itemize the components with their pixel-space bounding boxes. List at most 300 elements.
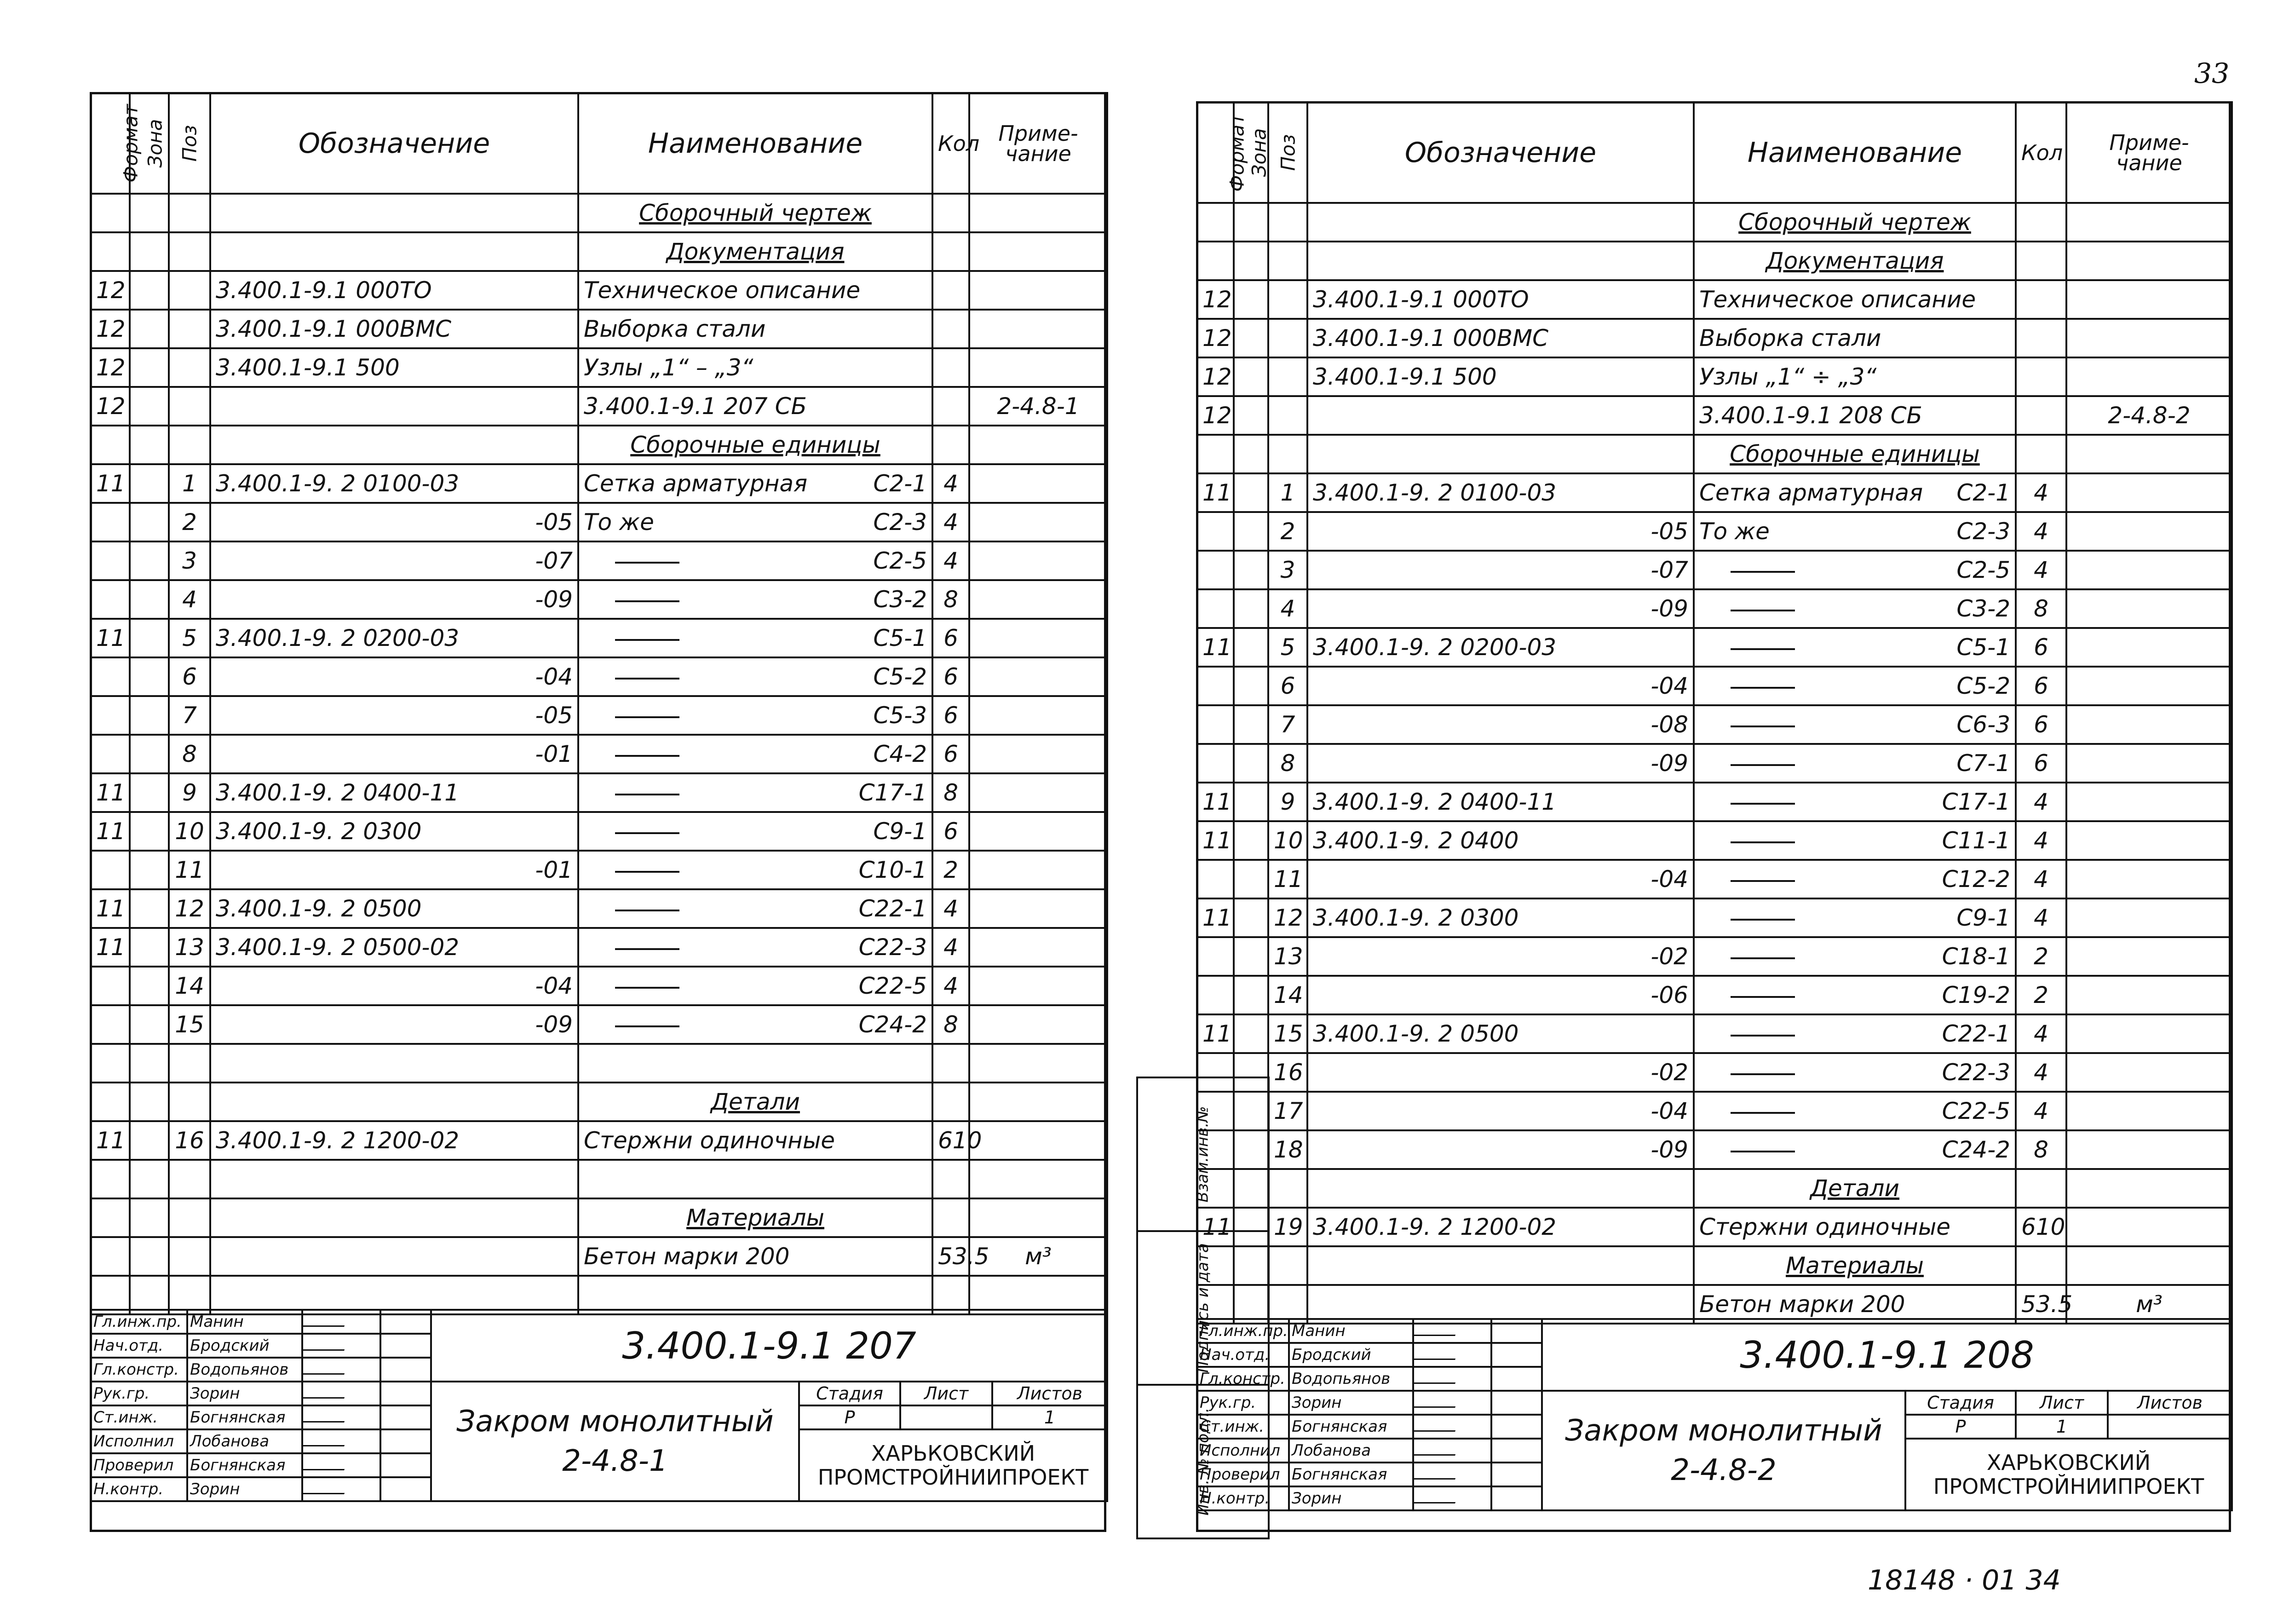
pos-cell: 10	[1268, 821, 1307, 860]
designation-cell: 3.400.1-9. 2 0500	[210, 889, 578, 928]
name-cell	[1694, 473, 2016, 512]
note-cell	[969, 1005, 1107, 1044]
note-cell	[969, 194, 1107, 232]
spec-row	[1197, 357, 2232, 396]
pos-cell: 15	[169, 1005, 210, 1044]
signature	[302, 1477, 380, 1501]
spec-row	[91, 1083, 1107, 1121]
designation-cell: 3.400.1-9. 2 0100-03	[210, 464, 578, 503]
col-pos: Поз	[1268, 102, 1307, 203]
qty-cell: 8	[2016, 589, 2066, 628]
note-cell	[2066, 744, 2232, 783]
format-cell	[91, 735, 130, 773]
name-text: Стержни одиночные	[1699, 1214, 1951, 1240]
signature-mark	[1414, 1467, 1460, 1480]
name-cell	[578, 967, 932, 1005]
name-cell	[578, 503, 932, 541]
designation-cell: 3.400.1-9. 2 0300	[210, 812, 578, 851]
name-cell	[578, 1005, 932, 1044]
pos-cell	[1268, 1169, 1307, 1208]
name-cell	[1694, 1208, 2016, 1246]
zone-cell	[1234, 435, 1268, 473]
pos-cell: 6	[169, 657, 210, 696]
note-cell	[2066, 976, 2232, 1014]
pos-cell: 5	[169, 619, 210, 657]
format-cell	[1197, 1053, 1234, 1092]
ditto-mark	[615, 794, 679, 795]
spec-row	[91, 619, 1107, 657]
mark-text: С5-3	[873, 702, 927, 729]
signature-mark	[303, 1458, 349, 1470]
signature	[1413, 1415, 1491, 1439]
spec-row	[91, 310, 1107, 348]
format-cell	[1197, 860, 1234, 898]
person-role: Исполнил	[91, 1429, 187, 1453]
designation-cell: 3.400.1-9. 2 0400-11	[210, 773, 578, 812]
ditto-mark	[1731, 880, 1795, 882]
sheets-value: 1	[992, 1405, 1107, 1429]
note-cell	[2066, 628, 2232, 667]
qty-cell	[2016, 1169, 2066, 1208]
format-cell: 11	[1197, 898, 1234, 937]
format-cell	[91, 696, 130, 735]
format-cell: 12	[1197, 396, 1234, 435]
designation-cell: -04	[1307, 667, 1694, 705]
note-cell	[969, 1121, 1107, 1160]
qty-cell	[2016, 280, 2066, 319]
name-cell	[1694, 1053, 2016, 1092]
name-text: Стержни одиночные	[584, 1127, 835, 1154]
col-note: Приме- чание	[2066, 102, 2232, 203]
signature-mark	[1414, 1491, 1460, 1503]
name-cell	[578, 889, 932, 928]
pos-cell	[169, 232, 210, 271]
mark-text: С2-5	[873, 547, 927, 574]
qty-cell: 4	[2016, 1053, 2066, 1092]
signature	[1413, 1319, 1491, 1343]
spec-row	[1197, 705, 2232, 744]
person-name: Зорин	[187, 1382, 302, 1405]
pos-cell: 5	[1268, 628, 1307, 667]
pos-cell: 2	[169, 503, 210, 541]
spec-row	[91, 464, 1107, 503]
mark-text: С2-1	[873, 470, 927, 497]
ditto-mark	[1731, 726, 1795, 727]
person-name: Манин	[187, 1310, 302, 1334]
note-cell	[2066, 1130, 2232, 1169]
ditto-mark	[1731, 1151, 1795, 1152]
format-cell	[91, 657, 130, 696]
note-cell	[969, 1198, 1107, 1237]
name-cell: Сборочные единицы	[1694, 435, 2016, 473]
name-text	[584, 702, 683, 729]
pos-cell	[1268, 203, 1307, 242]
spec-row	[1197, 898, 2232, 937]
note-cell	[969, 1160, 1107, 1198]
zone-cell	[130, 657, 169, 696]
name-text	[1699, 1098, 1799, 1124]
name-cell: Сборочные единицы	[578, 426, 932, 464]
designation-cell: -09	[1307, 1130, 1694, 1169]
note-cell	[969, 889, 1107, 928]
zone-cell	[1234, 1130, 1268, 1169]
zone-cell	[130, 696, 169, 735]
qty-cell	[932, 1044, 969, 1083]
name-text	[1699, 711, 1799, 738]
note-cell	[969, 851, 1107, 889]
zone-cell	[1234, 1208, 1268, 1246]
designation-cell	[210, 1160, 578, 1198]
name-text: То же	[1699, 518, 1770, 545]
pos-cell	[1268, 357, 1307, 396]
qty-cell: 4	[2016, 512, 2066, 551]
ditto-mark	[615, 910, 679, 911]
qty-cell	[932, 348, 969, 387]
format-cell	[1197, 551, 1234, 589]
title-block-row	[91, 1382, 1107, 1405]
format-cell	[1197, 242, 1234, 280]
drawing-code: 3.400.1-9.1 208	[1542, 1319, 2232, 1391]
mark-text: С3-2	[873, 586, 927, 613]
person-name: Зорин	[1289, 1391, 1413, 1415]
col-zone: Зона	[1234, 102, 1268, 203]
pos-cell: 11	[1268, 860, 1307, 898]
qty-cell: 4	[2016, 783, 2066, 821]
zone-cell	[1234, 860, 1268, 898]
pos-cell	[169, 426, 210, 464]
pos-cell: 2	[1268, 512, 1307, 551]
name-cell	[1694, 396, 2016, 435]
designation-cell	[210, 194, 578, 232]
note-cell	[2066, 1014, 2232, 1053]
spec-row	[1197, 319, 2232, 357]
person-name: Лобанова	[187, 1429, 302, 1453]
name-cell	[1694, 783, 2016, 821]
name-cell	[578, 773, 932, 812]
designation-cell: -01	[210, 735, 578, 773]
qty-cell: 8	[932, 773, 969, 812]
format-cell	[1197, 512, 1234, 551]
signature-mark	[1414, 1371, 1460, 1384]
signature	[1413, 1463, 1491, 1486]
note-cell	[2066, 242, 2232, 280]
name-cell	[1694, 512, 2016, 551]
spec-row	[91, 232, 1107, 271]
qty-cell: 8	[2016, 1130, 2066, 1169]
name-text	[1699, 750, 1799, 777]
format-cell: 12	[91, 310, 130, 348]
zone-cell	[130, 541, 169, 580]
stage-value: Р	[1905, 1415, 2016, 1439]
qty-cell	[2016, 242, 2066, 280]
spec-row	[91, 1044, 1107, 1083]
pos-cell: 8	[1268, 744, 1307, 783]
note-cell	[2066, 589, 2232, 628]
spec-row	[1197, 1053, 2232, 1092]
name-text: Выборка стали	[1699, 325, 1881, 351]
name-text	[584, 857, 683, 883]
name-text	[584, 779, 683, 806]
name-text: Сетка арматурная	[1699, 479, 1923, 506]
pos-cell: 1	[1268, 473, 1307, 512]
zone-cell	[1234, 319, 1268, 357]
name-cell: Детали	[1694, 1169, 2016, 1208]
date-cell	[380, 1310, 431, 1334]
side-stamp-c: Взам.инв.№	[1193, 1106, 1212, 1203]
spec-row	[91, 851, 1107, 889]
left-title-block	[90, 1309, 1108, 1502]
ditto-mark	[615, 562, 679, 564]
mark-text: С22-3	[858, 934, 927, 961]
qty-cell	[2016, 357, 2066, 396]
signature	[1413, 1367, 1491, 1391]
date-cell	[1491, 1391, 1542, 1415]
person-role: Н.контр.	[1197, 1486, 1289, 1510]
format-cell: 11	[91, 889, 130, 928]
signature-mark	[1414, 1324, 1460, 1336]
note-cell	[2066, 667, 2232, 705]
spec-row	[91, 1121, 1107, 1160]
name-text: 3.400.1-9.1 207 СБ	[584, 393, 807, 420]
zone-cell	[1234, 937, 1268, 976]
note-cell	[2066, 512, 2232, 551]
format-cell: 11	[91, 773, 130, 812]
sheets-label: Листов	[992, 1382, 1107, 1405]
format-cell: 12	[1197, 280, 1234, 319]
name-cell: Материалы	[578, 1198, 932, 1237]
format-cell	[91, 426, 130, 464]
name-text	[1699, 1059, 1799, 1086]
qty-cell: 2	[2016, 937, 2066, 976]
name-text	[584, 663, 683, 690]
format-cell: 11	[91, 812, 130, 851]
pos-cell	[1268, 435, 1307, 473]
zone-cell	[130, 735, 169, 773]
designation-cell: 3.400.1-9. 2 0400-11	[1307, 783, 1694, 821]
sheets-label: Листов	[2108, 1391, 2232, 1415]
ditto-mark	[1731, 919, 1795, 921]
format-cell	[1197, 705, 1234, 744]
zone-cell	[1234, 1246, 1268, 1285]
pos-cell: 4	[1268, 589, 1307, 628]
qty-cell: 4	[932, 541, 969, 580]
spec-row	[1197, 1092, 2232, 1130]
qty-cell: 4	[932, 889, 969, 928]
note-cell	[2066, 1169, 2232, 1208]
ditto-mark	[1731, 648, 1795, 650]
qty-cell: 4	[2016, 821, 2066, 860]
person-name: Лобанова	[1289, 1439, 1413, 1463]
format-cell: 11	[1197, 1208, 1234, 1246]
name-text: Сетка арматурная	[584, 470, 808, 497]
person-role: Нач.отд.	[91, 1334, 187, 1358]
format-cell: 11	[1197, 821, 1234, 860]
drawing-title: Закром монолитный 2-4.8-2	[1542, 1391, 1905, 1510]
ditto-mark	[1731, 687, 1795, 689]
note-cell	[2066, 860, 2232, 898]
pos-cell: 10	[169, 812, 210, 851]
qty-cell	[932, 387, 969, 426]
pos-cell	[169, 1198, 210, 1237]
name-text	[584, 818, 683, 845]
name-text: 3.400.1-9.1 208 СБ	[1699, 402, 1922, 429]
zone-cell	[130, 503, 169, 541]
note-cell	[969, 232, 1107, 271]
zone-cell	[1234, 396, 1268, 435]
name-cell	[578, 812, 932, 851]
format-cell	[1197, 203, 1234, 242]
sheets-value	[2108, 1415, 2232, 1439]
ditto-mark	[615, 948, 679, 950]
qty-cell	[932, 271, 969, 310]
title-block-row	[91, 1310, 1107, 1334]
note-cell	[2066, 435, 2232, 473]
designation-cell	[1307, 1169, 1694, 1208]
name-cell	[578, 1044, 932, 1083]
pos-cell: 12	[1268, 898, 1307, 937]
zone-cell	[130, 812, 169, 851]
spec-row	[1197, 1014, 2232, 1053]
person-role: Гл.инж.пр.	[91, 1310, 187, 1334]
format-cell	[91, 541, 130, 580]
pos-cell: 11	[169, 851, 210, 889]
person-role: Проверил	[91, 1453, 187, 1477]
format-cell	[91, 851, 130, 889]
col-designation: Обозначение	[210, 93, 578, 194]
qty-cell: 6	[932, 619, 969, 657]
ditto-mark	[1731, 1073, 1795, 1075]
col-qty: Кол	[932, 93, 969, 194]
spec-row	[91, 889, 1107, 928]
ditto-mark	[615, 678, 679, 680]
signature	[302, 1334, 380, 1358]
date-cell	[380, 1334, 431, 1358]
designation-cell: 3.400.1-9.1 000ВМС	[1307, 319, 1694, 357]
name-cell: Документация	[1694, 242, 2016, 280]
format-cell	[1197, 1130, 1234, 1169]
qty-cell: 6	[2016, 705, 2066, 744]
designation-cell: 3.400.1-9.1 500	[1307, 357, 1694, 396]
person-role: Нач.отд.	[1197, 1343, 1289, 1367]
zone-cell	[130, 1044, 169, 1083]
note-cell	[969, 348, 1107, 387]
designation-cell: 3.400.1-9. 2 0100-03	[1307, 473, 1694, 512]
note-cell	[2066, 1246, 2232, 1285]
signature-mark	[1414, 1348, 1460, 1360]
note-cell	[969, 1083, 1107, 1121]
note-cell	[969, 503, 1107, 541]
zone-cell	[130, 387, 169, 426]
spec-row	[1197, 435, 2232, 473]
name-text	[1699, 634, 1799, 661]
zone-cell	[130, 1237, 169, 1276]
qty-cell: 4	[2016, 898, 2066, 937]
designation-cell: 3.400.1-9.1 000ТО	[210, 271, 578, 310]
designation-cell: 3.400.1-9. 2 0200-03	[210, 619, 578, 657]
qty-cell: 6	[932, 812, 969, 851]
pos-cell	[1268, 319, 1307, 357]
qty-cell	[932, 310, 969, 348]
name-text	[1699, 943, 1799, 970]
name-cell	[578, 657, 932, 696]
qty-cell: 6	[932, 696, 969, 735]
date-cell	[1491, 1367, 1542, 1391]
name-text	[584, 586, 683, 613]
designation-cell: -07	[1307, 551, 1694, 589]
pos-cell: 12	[169, 889, 210, 928]
name-text	[584, 741, 683, 767]
zone-cell	[1234, 473, 1268, 512]
qty-cell: 6	[2016, 628, 2066, 667]
format-cell: 11	[91, 619, 130, 657]
qty-cell: 8	[932, 580, 969, 619]
mark-text: С9-1	[873, 818, 927, 845]
mark-text: С5-1	[873, 625, 927, 651]
note-cell: 2-4.8-2	[2066, 396, 2232, 435]
col-pos: Поз	[169, 93, 210, 194]
name-text	[584, 547, 683, 574]
note-cell	[969, 580, 1107, 619]
qty-cell	[932, 1160, 969, 1198]
name-cell	[1694, 628, 2016, 667]
note-cell	[969, 310, 1107, 348]
mark-text: С22-1	[1942, 1020, 2010, 1047]
name-cell	[578, 310, 932, 348]
mark-text: С22-1	[858, 895, 927, 922]
col-zone: Зона	[130, 93, 169, 194]
date-cell	[1491, 1415, 1542, 1439]
person-role: Рук.гр.	[91, 1382, 187, 1405]
note-cell	[2066, 280, 2232, 319]
name-text	[1699, 827, 1799, 854]
pos-cell: 3	[1268, 551, 1307, 589]
mark-text: С2-5	[1956, 557, 2010, 583]
mark-text: С6-3	[1956, 711, 2010, 738]
format-cell	[1197, 1169, 1234, 1208]
note-cell	[969, 464, 1107, 503]
date-cell	[380, 1453, 431, 1477]
mark-text: С12-2	[1942, 866, 2010, 893]
signature-mark	[303, 1410, 349, 1422]
spec-row	[91, 735, 1107, 773]
name-cell	[1694, 357, 2016, 396]
zone-cell	[1234, 783, 1268, 821]
name-text	[1699, 595, 1799, 622]
qty-cell	[2016, 1246, 2066, 1285]
format-cell	[91, 503, 130, 541]
pos-cell: 9	[1268, 783, 1307, 821]
designation-cell	[1307, 435, 1694, 473]
format-cell: 12	[91, 387, 130, 426]
designation-cell: 3.400.1-9.1 500	[210, 348, 578, 387]
qty-cell: 2	[932, 851, 969, 889]
person-name: Бродский	[187, 1334, 302, 1358]
pos-cell	[1268, 1246, 1307, 1285]
zone-cell	[1234, 551, 1268, 589]
title-block-row	[1197, 1319, 2232, 1343]
format-cell	[91, 967, 130, 1005]
stage-value: Р	[799, 1405, 900, 1429]
format-cell: 11	[1197, 628, 1234, 667]
zone-cell	[1234, 705, 1268, 744]
name-cell	[1694, 898, 2016, 937]
spec-row	[91, 580, 1107, 619]
mark-text: С22-5	[858, 973, 927, 999]
qty-cell	[2016, 396, 2066, 435]
name-text	[1699, 673, 1799, 699]
spec-row	[1197, 976, 2232, 1014]
date-cell	[1491, 1439, 1542, 1463]
